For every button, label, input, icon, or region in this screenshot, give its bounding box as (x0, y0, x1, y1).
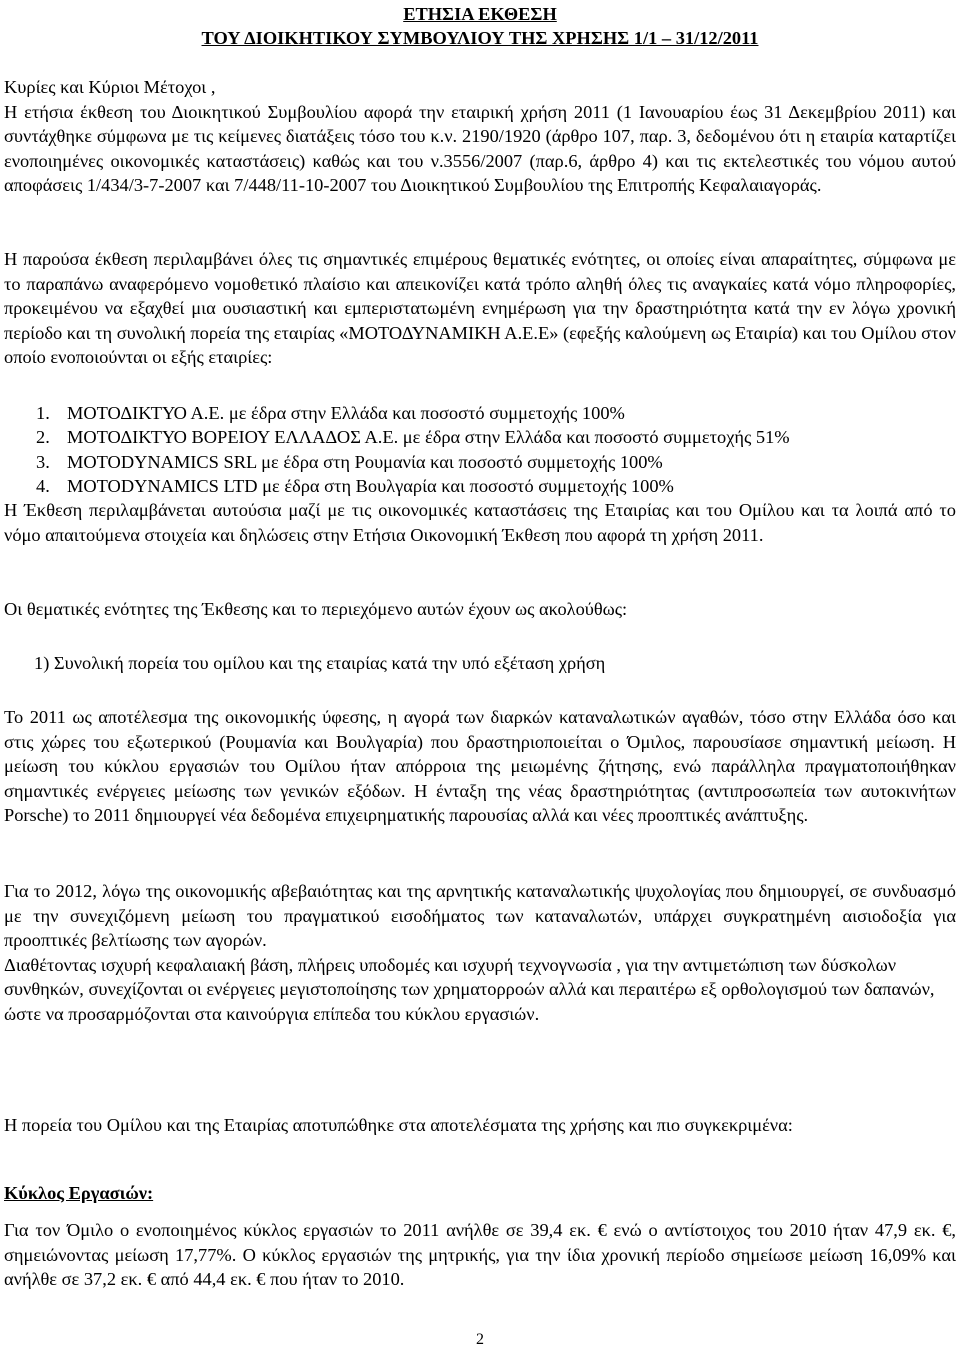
subsidiaries-list (4, 401, 956, 498)
outlook-2012-paragraph: Για το 2012, λόγω της οικονομικής αβεβαιότητας και της αρνητικής καταναλωτικής ψυχολογίας που δημιουργεί, σε συνδυασμό με την συνεχιζόμενη μείωση του πραγματικού εισοδήματος των καταναλωτών, υπάρχει συγκρατημένη αισιοδοξία για προοπτικές βελτίωσης των αγορών. (4, 881, 956, 950)
list-item-text: ΜΟΤΟΔΙΚΤΥΟ ΒΟΡΕΙΟΥ ΕΛΛΑΔΟΣ Α.Ε. με έδρα στην Ελλάδα και ποσοστό συμμετοχής 51% (67, 427, 790, 448)
page-number: 2 (476, 1331, 484, 1348)
list-item-text: MOTODYNAMICS LTD με έδρα στη Βουλγαρία και ποσοστό συμμετοχής 100% (67, 475, 674, 496)
included-paragraph: Η Έκθεση περιλαμβάνεται αυτούσια μαζί με τις οικονομικές καταστάσεις της Εταιρίας και του Ομίλου και τα λοιπά από το νόμο απαιτούμενα στοιχεία και δηλώσεις στην Ετήσια Οικονομική Έκθεση που αφορά τη χρήση 2011. (4, 500, 956, 545)
list-item-number: 2. (36, 427, 50, 448)
list-item (4, 401, 956, 425)
list-item-number: 4. (36, 475, 50, 496)
intro-paragraph: Η ετήσια έκθεση του Διοικητικού Συμβουλίου αφορά την εταιρική χρήση 2011 (1 Ιανουαρίου έως 31 Δεκεμβρίου 2011) και συντάχθηκε σύμφωνα με τις κείμενες διατάξεις τόσο του κ.ν. 2190/1920 (άρθρο 107, παρ. 3, δεδομένου ότι η εταιρία καταρτίζει ενοποιημένες οικονομικές καταστάσεις) καθώς και του ν.3556/2007 (παρ.6, άρθρο 4) και τις εκτελεστικές του νόμου αυτού αποφάσεις 1/434/3-7-2007 και 7/448/11-10-2007 του Διοικητικού Συμβουλίου της Επιτροπής Κεφαλαιαγοράς. (4, 101, 956, 195)
sections-intro: Οι θεματικές ενότητες της Έκθεσης και το περιεχόμενο αυτών έχουν ως ακολούθως: (4, 599, 628, 619)
recession-paragraph: Το 2011 ως αποτέλεσμα της οικονομικής ύφεσης, η αγορά των διαρκών καταναλωτικών αγαθών, τόσο στην Ελλάδα όσο και στις χώρες του εξωτερικού (Ρουμανία και Βουλγαρία) που δραστηριοποιείται ο Όμιλος, παρουσίασε σημαντική μείωση. Η μείωση του κύκλου εργασιών του Ομίλου ήταν απόρροια της μειωμένης ζήτησης, ενώ παράλληλα πραγματοποιήθηκαν σημαντικές ενέργειες μείωσης των γενικών εξόδων. Η ένταξη της νέας δραστηριότητας (αντιπροσωπεία των αυτοκινήτων Porsche) το 2011 δημιουργεί νέα δεδομένα επιχειρηματικής παρουσίας αλλά και νέες προοπτικές ανάπτυξης. (4, 707, 956, 825)
results-intro: Η πορεία του Ομίλου και της Εταιρίας αποτυπώθηκε στα αποτελέσματα της χρήσης και πιο συγκεκριμένα: (4, 1115, 793, 1135)
list-item-number: 1. (36, 403, 50, 423)
report-subtitle: ΤΟΥ ΔΙΟΙΚΗΤΙΚΟΥ ΣΥΜΒΟΥΛΙΟΥ ΤΗΣ ΧΡΗΣΗΣ 1/1 – 31/12/2011 (201, 28, 759, 48)
scope-paragraph: Η παρούσα έκθεση περιλαμβάνει όλες τις σημαντικές επιμέρους θεματικές ενότητες, οι οποίες είναι απαραίτητες, σύμφωνα με το παραπάνω αναφερόμενο νομοθετικό πλαίσιο και απεικονίζει κατά τρόπο αληθή όλες τις αναγκαίες κατά νόμο πληροφορίες, προκειμένου να εξαχθεί μια ουσιαστική και εμπεριστατωμένη ενημέρωση για την δραστηριότητα κατά την εν λόγω χρονική περίοδο και τη συνολική πορεία της εταιρίας «ΜΟΤΟΔΥΝΑΜΙΚΗ Α.Ε.Ε» (εφεξής καλούμενη ως Εταιρία) και του Ομίλου στον οποίο ενοποιούνται οι εξής εταιρίες: (4, 249, 956, 367)
turnover-heading: Κύκλος Εργασιών: (4, 1183, 154, 1203)
report-title: ΕΤΗΣΙΑ ΕΚΘΕΣΗ (403, 4, 557, 24)
turnover-paragraph: Για τον Όμιλο ο ενοποιημένος κύκλος εργασιών το 2011 ανήλθε σε 39,4 εκ. € ενώ ο αντίστοιχος του 2010 ήταν 47,9 εκ. €, σημειώνοντας μείωση 17,77%. Ο κύκλος εργασιών της μητρικής, για την ίδια χρονική περίοδο σημείωσε μείωση 16,09% και ανήλθε σε 37,2 εκ. € από 44,4 εκ. € που ήταν το 2010. (4, 1220, 956, 1289)
capital-base-paragraph: Διαθέτοντας ισχυρή κεφαλαιακή βάση, πλήρεις υποδομές και ισχυρή τεχνογνωσία , για την αντιμετώπιση των δύσκολων συνθηκών, συνεχίζονται οι ενέργειες μεγιστοποίησης των χρηματορροών αλλά και περαιτέρω εξ ορθολογισμού των δαπανών, ώστε να προσαρμόζονται στα καινούργια επίπεδα του κύκλου εργασιών. (4, 954, 935, 1024)
list-item-text: ΜΟΤΟΔΙΚΤΥΟ Α.Ε. με έδρα στην Ελλάδα και ποσοστό συμμετοχής 100% (67, 403, 625, 423)
list-item-text: MOTODYNAMICS SRL με έδρα στη Ρουμανία και ποσοστό συμμετοχής 100% (67, 451, 663, 472)
list-item (4, 450, 956, 474)
list-item (4, 474, 956, 498)
salutation: Κυρίες και Κύριοι Μέτοχοι , (4, 77, 216, 97)
section-1-heading: 1) Συνολική πορεία του ομίλου και της εταιρίας κατά την υπό εξέταση χρήση (34, 653, 606, 673)
list-item-number: 3. (36, 451, 50, 472)
list-item (4, 425, 956, 449)
